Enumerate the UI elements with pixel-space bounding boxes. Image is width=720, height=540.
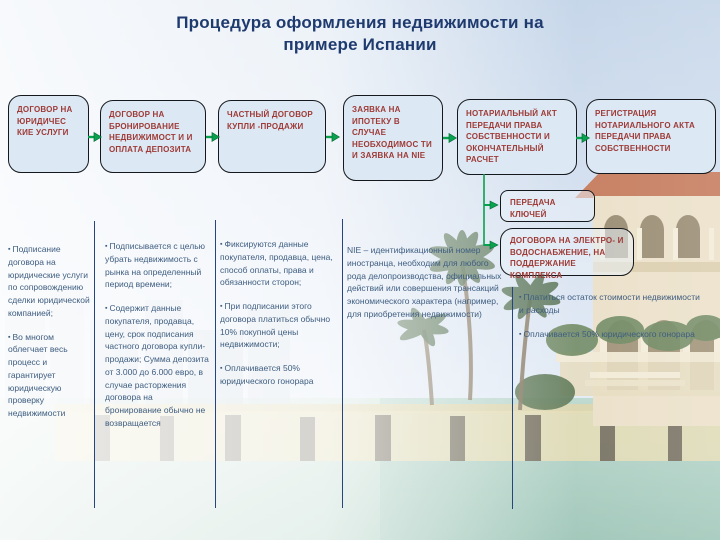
flow-arrow-icon	[326, 132, 340, 142]
flow-step-registration	[586, 99, 716, 174]
flow-step-mortgage-nie	[343, 95, 443, 181]
flow-step-label: ДОГОВОР НА ЮРИДИЧЕС КИЕ УСЛУГИ	[17, 105, 73, 138]
flow-step-legal-services	[8, 95, 89, 173]
note-item	[8, 331, 93, 420]
flow-step-notarial-act	[457, 99, 577, 175]
flow-arrow-icon	[88, 132, 102, 142]
flow-step-label: НОТАРИАЛЬНЫЙ АКТ ПЕРЕДАЧИ ПРАВА СОБСТВЕННОСТИ И ОКОНЧАТЕЛЬНЫЙ РАСЧЕТ	[466, 109, 558, 165]
notes-column-private-contract	[220, 238, 338, 399]
note-item	[8, 243, 93, 320]
flow-step-keys-handover	[500, 190, 595, 222]
note-item	[105, 302, 209, 430]
notes-column-legal	[8, 243, 93, 431]
note-text: Платиться остаток стоимости недвижимости и расходы	[519, 292, 700, 315]
flow-arrow-icon	[576, 133, 590, 143]
notes-column-final-payment	[519, 291, 701, 351]
flow-step-label: ЧАСТНЫЙ ДОГОВОР КУПЛИ -ПРОДАЖИ	[227, 110, 313, 131]
note-item: NIE – идентификационный номер иностранца, необходим для любого рода делопроизводства, официальных действий или совершения трансакций экономического характера (например, для приобретения недвижимости)	[347, 245, 502, 319]
slide-title: Процедура оформления недвижимости на примере Испании	[176, 13, 544, 54]
bullet-icon: ▪	[519, 330, 522, 338]
bullet-icon: ▪	[220, 365, 223, 372]
note-item	[220, 362, 338, 388]
flow-step-label: ЗАЯВКА НА ИПОТЕКУ В СЛУЧАЕ НЕОБХОДИМОС ТИ И ЗАЯВКА НА NIE	[352, 105, 432, 161]
note-item	[519, 328, 701, 341]
flow-step-label: ДОГОВОР НА БРОНИРОВАНИЕ НЕДВИЖИМОСТ И И ОПЛАТА ДЕПОЗИТА	[109, 110, 193, 154]
flow-step-label: РЕГИСТРАЦИЯ НОТАРИАЛЬНОГО АКТА ПЕРЕДАЧИ ПРАВА СОБСТВЕННОСТИ	[595, 109, 695, 153]
bullet-icon: ▪	[8, 246, 11, 253]
note-text: Содержит данные покупателя, продавца, цену, срок подписания частного договора купли-продажи; Сумма депозита от 3.000 до 6.000 евро, в случае расторжения договора на бронирование обычно не возвращается	[105, 303, 209, 428]
bullet-icon: ▪	[519, 294, 522, 301]
notes-column-reservation	[105, 240, 209, 441]
flow-arrow-icon	[206, 132, 220, 142]
note-text: Во многом облегчает весь процесс и гарантирует юридическую проверку недвижимости	[8, 331, 68, 418]
note-text: Подписывается с целью убрать недвижимость с рынка на определенный период времени;	[105, 241, 206, 290]
note-item	[220, 300, 338, 351]
flow-step-reservation	[100, 100, 206, 173]
column-divider	[512, 287, 513, 509]
bullet-icon: ▪	[105, 305, 108, 312]
note-text: Оплачивается 50% юридического гонорара	[220, 363, 314, 386]
flow-step-utilities-contracts	[500, 228, 634, 280]
note-item	[105, 240, 209, 291]
bullet-icon: ▪	[105, 243, 108, 250]
column-divider	[215, 220, 216, 508]
note-item	[220, 238, 338, 289]
bullet-icon: ▪	[220, 241, 223, 248]
column-divider	[342, 219, 343, 508]
note-text: Подписание договора на юридические услуги по сопровождению сделки юридической компанией;	[8, 244, 90, 318]
flow-step-private-contract	[218, 100, 326, 173]
notes-column-nie	[347, 244, 504, 332]
note-text: При подписании этого договора платиться обычно 10% покупной цены недвижимости;	[220, 301, 331, 350]
note-text: Оплачивается 50% юридического гонорара	[523, 328, 695, 339]
bullet-icon: ▪	[8, 333, 11, 341]
flow-step-label: ПЕРЕДАЧА КЛЮЧЕЙ	[510, 198, 556, 219]
bullet-icon: ▪	[220, 303, 223, 310]
flow-arrow-icon	[443, 133, 457, 143]
column-divider	[94, 221, 95, 508]
note-item	[519, 291, 701, 317]
note-text: Фиксируются данные покупателя, продавца, цена, способ оплаты, права и обязанности сторон;	[220, 239, 333, 288]
flow-step-label: ДОГОВОРА НА ЭЛЕКТРО- И ВОДОСНАБЖЕНИЕ, НА ПОДДЕРЖАНИЕ КОМПЛЕКСА	[510, 236, 624, 280]
slide-title-wrap	[0, 12, 720, 56]
